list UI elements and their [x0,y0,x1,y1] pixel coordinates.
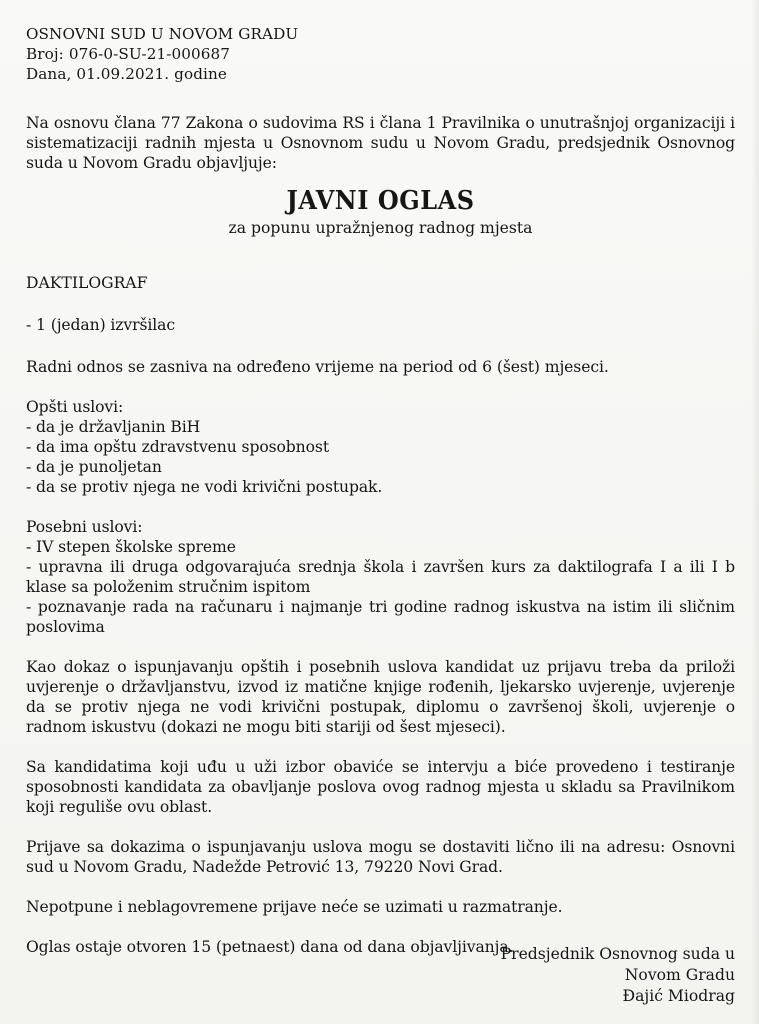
duration-paragraph: Oglas ostaje otvoren 15 (petnaest) dana od dana objavljivanja. [26,938,514,956]
list-item: - IV stepen školske spreme [26,538,236,556]
notice-title: JAVNI OGLAS [286,186,475,216]
list-item: - da se protiv njega ne vodi krivični postupak. [26,478,383,496]
interview-paragraph: Sa kandidatima koji uđu u uži izbor obaviće se intervju a biće provedeno i testiranje sposobnosti kandidata za obavljanje poslova ovog radnog mjesta u skladu sa Pravilnikom koji reguliše ovu oblast. [26,758,735,816]
document-number: Broj: 076-0-SU-21-000687 [26,45,231,63]
list-item: - da ima opštu zdravstvenu sposobnost [26,438,329,456]
special-conditions-list [26,537,735,637]
special-conditions [26,517,735,637]
document-header [26,24,735,84]
signature-block [501,944,735,1007]
signature-title-line-2: Novom Gradu [624,966,735,984]
general-conditions-list [26,417,735,497]
intro-paragraph: Na osnovu člana 77 Zakona o sudovima RS i člana 1 Pravilnika o unutrašnjoj organizaciji i sistematizaciji radnih mjesta u Osnovnom sudu u Novom Gradu, predsjednik Osnovnog suda u Novom Gradu objavljuje: [26,114,735,172]
position-title: DAKTILOGRAF [26,274,148,292]
list-item: - poznavanje rada na računaru i najmanje tri godine radnog iskustva na istim ili sličnim poslovima [26,598,735,636]
proof-paragraph: Kao dokaz o ispunjavanju opštih i posebnih uslova kandidat uz prijavu treba da priloži uvjerenje o državljanstvu, izvod iz matične knjige rođenih, ljekarsko uvjerenje, uvjerenje da se protiv njega ne vodi krivični postupak, diplomu o završenoj školi, uvjerenje o radnom iskustvu (dokazi ne mogu biti stariji od šest mjeseci). [26,658,735,736]
list-item: - da je punoljetan [26,458,162,476]
general-conditions-heading: Opšti uslovi: [26,398,124,416]
list-item: - upravna ili druga odgovarajuća srednja škola i završen kurs za daktilografa I a ili I b klase sa položenim stručnim ispitom [26,558,735,596]
employment-terms: Radni odnos se zasniva na određeno vrijeme na period od 6 (šest) mjeseci. [26,358,609,376]
general-conditions [26,397,735,497]
document-date: Dana, 01.09.2021. godine [26,65,227,83]
signatory-name: Đajić Miodrag [622,987,735,1005]
submission-paragraph: Prijave sa dokazima o ispunjavanju uslova mogu se dostaviti lično ili na adresu: Osnovni sud u Novom Gradu, Nadežde Petrović 13, 79220 Novi Grad. [26,838,735,876]
signature-title-line-1: Predsjednik Osnovnog suda u [500,945,735,963]
executors-count: - 1 (jedan) izvršilac [26,316,175,334]
notice-subtitle: za popunu upražnjenog radnog mjesta [228,219,533,237]
list-item: - da je državljanin BiH [26,418,201,436]
special-conditions-heading: Posebni uslovi: [26,518,143,536]
court-name: OSNOVNI SUD U NOVOM GRADU [26,25,299,43]
incomplete-paragraph: Nepotpune i neblagovremene prijave neće se uzimati u razmatranje. [26,898,563,916]
page-edge-shadow [751,0,759,1024]
